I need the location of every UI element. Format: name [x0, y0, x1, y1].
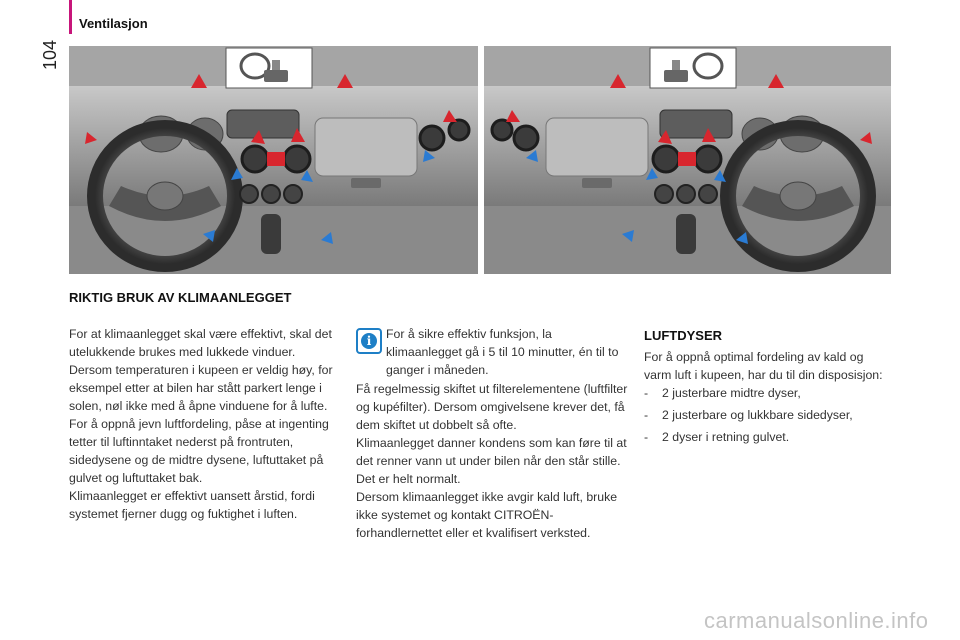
- list-item: [644, 384, 904, 402]
- bullet-dash: -: [644, 408, 649, 422]
- info-note: For å sikre effektiv funksjon, la klimaanlegget gå i 5 til 10 minutter, én til to ganger i måneden.: [386, 327, 619, 377]
- steering-left-icon: [226, 48, 312, 88]
- list-item-text: 2 justerbare og lukkbare sidedyser,: [662, 408, 853, 422]
- luftdyser-heading: LUFTDYSER: [644, 328, 722, 343]
- main-heading: RIKTIG BRUK AV KLIMAANLEGGET: [69, 290, 292, 305]
- list-item: [644, 406, 904, 424]
- left-hand-drive-dashboard-figure: [69, 46, 478, 274]
- list-item: [644, 428, 904, 446]
- luftdyser-list: [644, 384, 904, 450]
- section-accent-bar: [69, 0, 72, 34]
- steering-right-icon: [650, 48, 736, 88]
- right-hand-drive-dashboard-figure: [484, 46, 891, 274]
- info-icon: i: [356, 328, 382, 354]
- bullet-dash: -: [644, 430, 649, 444]
- luftdyser-intro: For å oppnå optimal fordeling av kald og varm luft i kupeen, har du til din disposisjon:: [644, 350, 883, 382]
- bullet-dash: -: [644, 386, 649, 400]
- list-item-text: 2 justerbare midtre dyser,: [662, 386, 801, 400]
- column2-paragraph: Få regelmessig skiftet ut filterelementene (luftfilter og kupéfilter). Dersom omgivelsene krever det, få dem skiftet ut dobbelt så ofte.: [356, 382, 628, 432]
- column2-text: [356, 380, 628, 542]
- column1-paragraph: Klimaanlegget er effektivt uansett årstid, fordi systemet fjerner dugg og fuktighet i luften.: [69, 489, 315, 521]
- column1-paragraph: For å oppnå jevn luftfordeling, påse at ingenting tetter til luftinntaket nederst på frontruten, sidedysene og de midtre dysene, luftuttaket på gulvet og luftuttaket bak.: [69, 417, 329, 485]
- column2-paragraph: Dersom klimaanlegget ikke avgir kald luft, bruke ikke systemet og kontakt CITROËN-forhandlernettet eller et kvalifisert verksted.: [356, 490, 618, 540]
- column1-text: [69, 325, 339, 523]
- section-title: Ventilasjon: [79, 16, 148, 31]
- column2-paragraph: Klimaanlegget danner kondens som kan føre til at det renner vann ut under bilen når den står stille. Det er helt normalt.: [356, 436, 627, 486]
- column1-paragraph: For at klimaanlegget skal være effektivt, skal det utelukkende brukes med lukkede vinduer. Dersom temperaturen i kupeen er veldig høy, for eksempel etter at bilen har stått parkert lenge i solen, nøl ikke med å åpne vinduene for å lufte.: [69, 327, 333, 413]
- list-item-text: 2 dyser i retning gulvet.: [662, 430, 790, 444]
- watermark: carmanualsonline.info: [704, 608, 929, 633]
- page-number: 104: [40, 39, 60, 70]
